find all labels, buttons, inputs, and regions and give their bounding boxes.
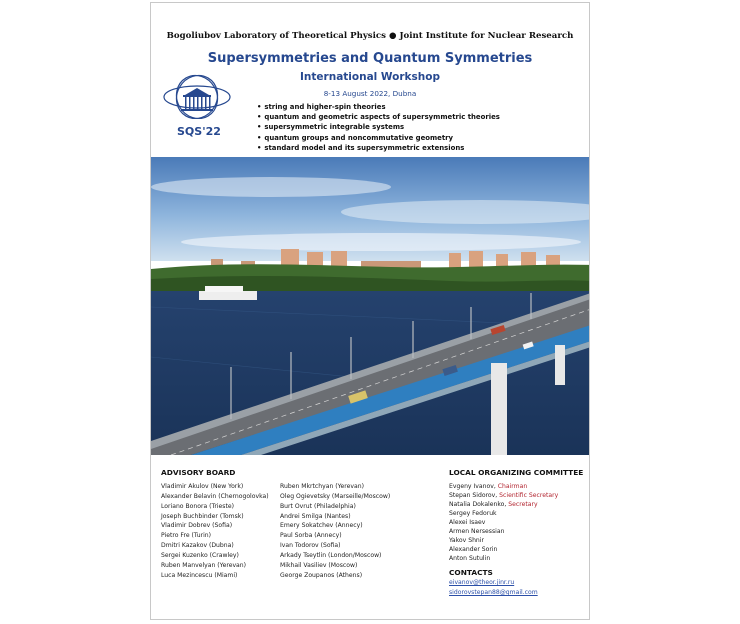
topics-list	[257, 102, 500, 153]
committee-member: Evgeny Ivanov, Chairman	[449, 483, 528, 490]
committee-member: Armen Nersessian	[449, 527, 505, 535]
advisory-board-column-2	[280, 482, 390, 580]
list-item: Loriano Bonora (Trieste)	[161, 502, 234, 510]
list-item: Andrei Smilga (Nantes)	[280, 512, 351, 520]
list-item: George Zoupanos (Athens)	[280, 571, 363, 579]
institute-building-logo-icon	[161, 71, 233, 119]
contacts-list	[449, 578, 538, 598]
list-item: Ruben Manvelyan (Yerevan)	[161, 561, 247, 569]
advisory-board-heading: ADVISORY BOARD	[161, 468, 236, 477]
organizer-line: Bogoliubov Laboratory of Theoretical Physics ● Joint Institute for Nuclear Research	[166, 31, 574, 41]
list-item: Pietro Fre (Turin)	[161, 532, 212, 540]
contacts-heading: CONTACTS	[449, 568, 493, 577]
list-item: Burt Ovrut (Philadelphia)	[280, 502, 356, 510]
topic-item: • quantum and geometric aspects of supersymmetric theories	[257, 112, 500, 122]
workshop-title: Supersymmetries and Quantum Symmetries	[207, 51, 533, 66]
list-item: Mikhail Vasiliev (Moscow)	[280, 561, 358, 569]
list-item: Vladimir Akulov (New York)	[161, 483, 244, 490]
topic-item: • quantum groups and noncommutative geometry	[257, 133, 500, 143]
committee-member: Alexei Isaev	[449, 518, 486, 526]
committee-member: Yakov Shnir	[449, 536, 484, 544]
topic-item: • supersymmetric integrable systems	[257, 122, 500, 132]
email-link[interactable]: sidorovstepan88@gmail.com	[449, 589, 538, 596]
list-item: Joseph Buchbinder (Tomsk)	[161, 512, 244, 520]
list-item: Emery Sokatchev (Annecy)	[280, 522, 363, 530]
list-item: Vladimir Dobrev (Sofia)	[161, 522, 233, 530]
logo-text: SQS'22	[177, 125, 221, 138]
topic-item: • string and higher-spin theories	[257, 102, 500, 112]
list-item: Arkady Tseytlin (London/Moscow)	[280, 551, 382, 559]
list-item: Alexander Belavin (Chernogolovka)	[161, 492, 269, 500]
local-committee-heading: LOCAL ORGANIZING COMMITTEE	[449, 468, 584, 477]
poster-page	[150, 2, 590, 620]
list-item: Ivan Todorov (Sofia)	[280, 542, 341, 550]
committee-member: Natalia Dokalenko, Secretary	[449, 500, 538, 508]
advisory-board-column-1	[161, 482, 269, 580]
local-committee-list	[449, 483, 558, 564]
list-item: Paul Sorba (Annecy)	[280, 532, 342, 540]
committee-member: Alexander Sorin	[449, 545, 498, 553]
list-item: Dmitri Kazakov (Dubna)	[161, 542, 234, 550]
workshop-dates: 8-13 August 2022, Dubna	[323, 89, 417, 98]
list-item: Sergei Kuzenko (Crawley)	[161, 551, 239, 559]
dubna-river-bridge-photo	[151, 157, 590, 455]
committee-member: Sergey Fedoruk	[449, 509, 497, 517]
committee-member: Stepan Sidorov, Scientific Secretary	[449, 491, 559, 499]
list-item: Luca Mezincescu (Miami)	[161, 571, 238, 579]
list-item: Oleg Ogievetsky (Marseille/Moscow)	[280, 492, 391, 500]
email-link[interactable]: eivanov@theor.jinr.ru	[449, 579, 515, 586]
topic-item: • standard model and its supersymmetric extensions	[257, 143, 500, 153]
list-item: Ruben Mkrtchyan (Yerevan)	[280, 483, 365, 490]
workshop-subtitle: International Workshop	[300, 71, 440, 83]
committee-member: Anton Sutulin	[449, 554, 491, 562]
